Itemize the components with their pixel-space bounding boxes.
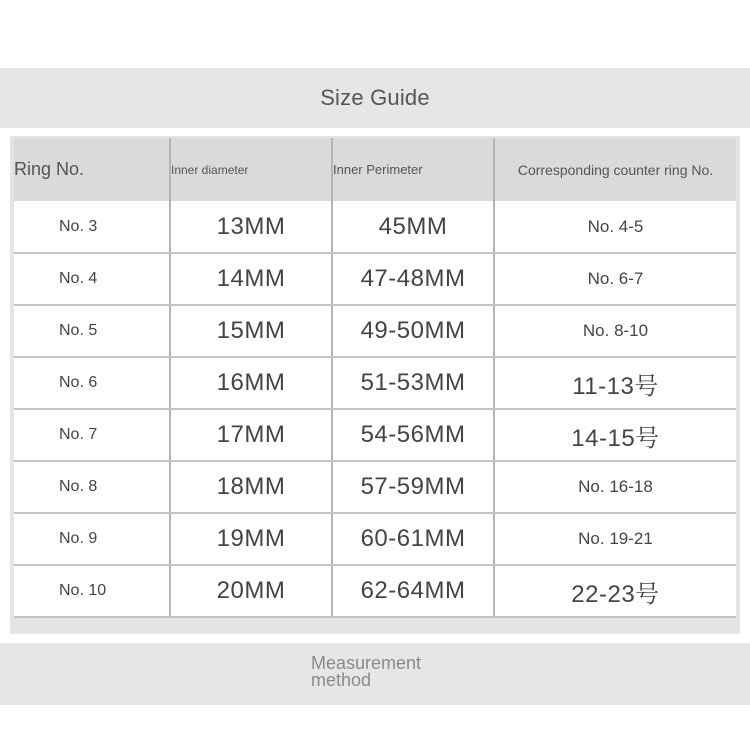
cell-inner-diameter: 13MM: [170, 201, 332, 253]
cell-inner-perimeter: 47-48MM: [332, 253, 494, 305]
table-row: [14, 461, 736, 513]
cell-inner-perimeter: 49-50MM: [332, 305, 494, 357]
cell-inner-diameter: 15MM: [170, 305, 332, 357]
cell-ring-no: No. 7: [14, 409, 170, 461]
table-body: [14, 201, 736, 617]
cell-ring-no: No. 5: [14, 305, 170, 357]
cell-counter-ring: 22-23号: [494, 565, 736, 617]
cell-ring-no: No. 9: [14, 513, 170, 565]
header-inner-perimeter: Inner Perimeter: [332, 138, 494, 201]
cell-inner-perimeter: 57-59MM: [332, 461, 494, 513]
cell-inner-perimeter: 62-64MM: [332, 565, 494, 617]
size-table: [14, 138, 736, 618]
cell-counter-ring: No. 4-5: [494, 201, 736, 253]
cell-ring-no: No. 3: [14, 201, 170, 253]
cell-ring-no: No. 10: [14, 565, 170, 617]
header-inner-diameter: Inner diameter: [170, 138, 332, 201]
header-ring-no: Ring No.: [14, 138, 170, 201]
cell-ring-no: No. 6: [14, 357, 170, 409]
cell-inner-diameter: 18MM: [170, 461, 332, 513]
table-row: [14, 305, 736, 357]
page-title: Size Guide: [320, 85, 430, 110]
cell-inner-perimeter: 60-61MM: [332, 513, 494, 565]
cell-inner-perimeter: 51-53MM: [332, 357, 494, 409]
cell-inner-diameter: 14MM: [170, 253, 332, 305]
cell-counter-ring: 11-13号: [494, 357, 736, 409]
table-row: [14, 565, 736, 617]
cell-inner-diameter: 17MM: [170, 409, 332, 461]
title-bar: [0, 68, 750, 128]
measurement-bar: [0, 643, 750, 705]
cell-counter-ring: No. 16-18: [494, 461, 736, 513]
table-row: [14, 357, 736, 409]
cell-inner-perimeter: 45MM: [332, 201, 494, 253]
cell-counter-ring: No. 6-7: [494, 253, 736, 305]
table-row: [14, 253, 736, 305]
header-corresponding: Corresponding counter ring No.: [494, 138, 736, 201]
cell-counter-ring: No. 19-21: [494, 513, 736, 565]
cell-inner-diameter: 19MM: [170, 513, 332, 565]
cell-counter-ring: 14-15号: [494, 409, 736, 461]
cell-ring-no: No. 4: [14, 253, 170, 305]
bottom-strip: [0, 705, 750, 750]
cell-inner-diameter: 20MM: [170, 565, 332, 617]
table-row: [14, 409, 736, 461]
table-header-row: [14, 138, 736, 201]
table-row: [14, 513, 736, 565]
cell-counter-ring: No. 8-10: [494, 305, 736, 357]
cell-inner-diameter: 16MM: [170, 357, 332, 409]
cell-inner-perimeter: 54-56MM: [332, 409, 494, 461]
table-row: [14, 201, 736, 253]
cell-ring-no: No. 8: [14, 461, 170, 513]
measurement-method-label: Measurement method: [311, 653, 422, 690]
